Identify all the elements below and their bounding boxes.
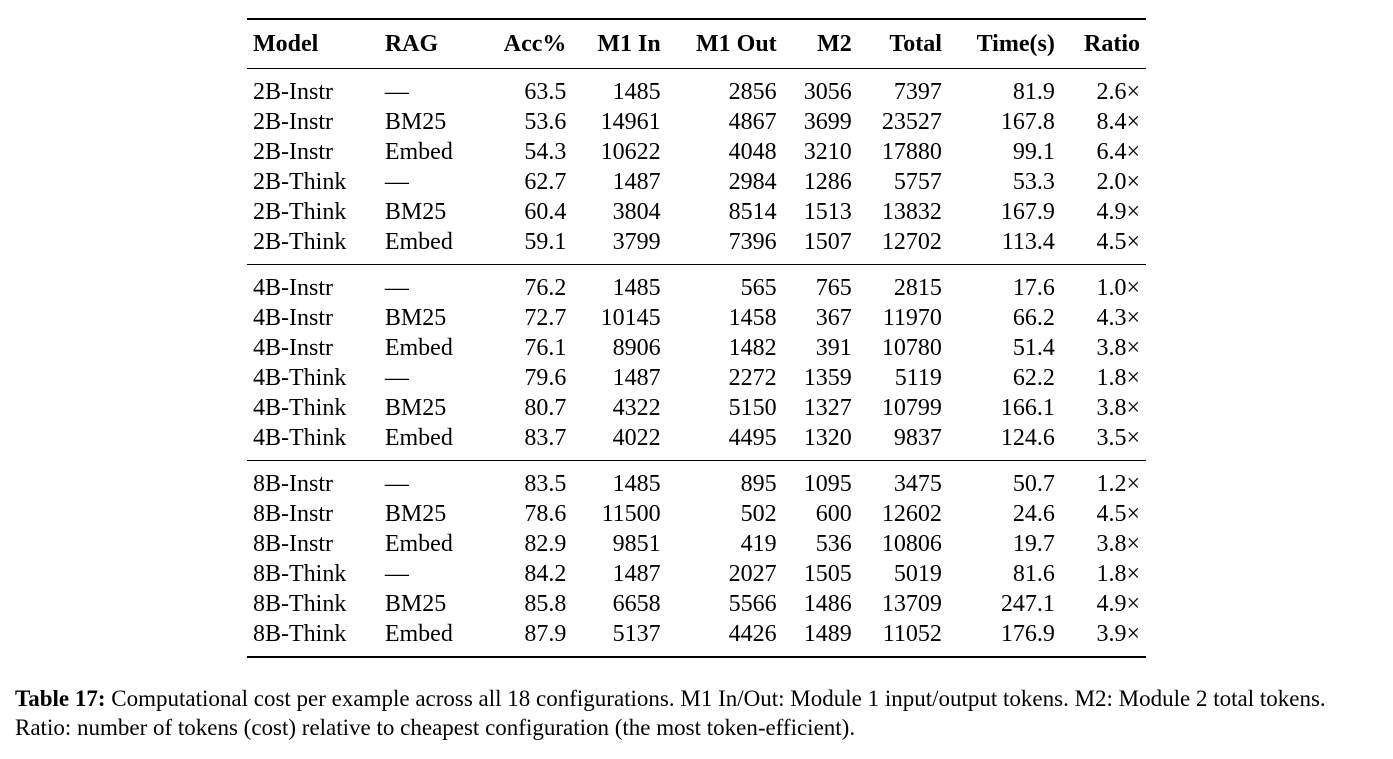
header-m1-out: M1 Out <box>696 30 777 57</box>
header-model: Model <box>253 30 319 57</box>
table-cell: — <box>384 79 409 105</box>
table-cell: 10806 <box>881 531 942 557</box>
table-cell: 2.0× <box>1096 169 1140 195</box>
table-cell: 3210 <box>803 139 852 165</box>
table-cell: BM25 <box>384 591 447 617</box>
header-m2: M2 <box>817 30 852 57</box>
table-cell: 2B-Think <box>253 229 347 255</box>
table-cell: — <box>384 275 409 301</box>
table-cell: 1359 <box>803 365 852 391</box>
table-cell: Embed <box>384 425 453 451</box>
table-cell: 1.2× <box>1096 471 1140 497</box>
table-cell: BM25 <box>384 501 447 527</box>
table-cell: BM25 <box>384 305 447 331</box>
table-cell: Embed <box>384 621 453 647</box>
table-cell: 3475 <box>893 471 942 497</box>
table-cell: 176.9 <box>1000 621 1055 647</box>
table-cell: 1487 <box>612 365 661 391</box>
table-cell: Embed <box>384 335 453 361</box>
table-cell: 1487 <box>612 561 661 587</box>
table-cell: — <box>384 365 409 391</box>
table-cell: 79.6 <box>524 365 567 391</box>
table-cell: Embed <box>384 139 453 165</box>
table-row <box>247 499 1146 529</box>
table-cell: Embed <box>384 229 453 255</box>
table-cell: 1485 <box>612 471 661 497</box>
table-cell: 4.5× <box>1096 229 1140 255</box>
table-cell: 1458 <box>728 305 777 331</box>
table-cell: — <box>384 471 409 497</box>
table-cell: 60.4 <box>524 199 567 225</box>
table-cell: 1505 <box>803 561 852 587</box>
table-cell: 83.5 <box>524 471 567 497</box>
table-cell: 4022 <box>612 425 661 451</box>
table-row <box>247 69 1146 108</box>
results-table-container <box>247 18 1146 658</box>
table-cell: 2984 <box>728 169 777 195</box>
table-cell: 11500 <box>601 501 661 527</box>
table-cell: 10145 <box>600 305 661 331</box>
table-cell: 1286 <box>803 169 852 195</box>
table-cell: 8B-Think <box>253 561 347 587</box>
table-cell: 3799 <box>612 229 661 255</box>
table-cell: 1485 <box>612 79 661 105</box>
table-cell: 17880 <box>881 139 942 165</box>
table-caption <box>15 684 1385 742</box>
header-m1-in: M1 In <box>597 30 661 57</box>
table-cell: 4B-Instr <box>253 275 333 301</box>
table-cell: 4.5× <box>1096 501 1140 527</box>
table-cell: 1487 <box>612 169 661 195</box>
table-cell: 3.8× <box>1096 531 1140 557</box>
table-cell: 7397 <box>893 79 942 105</box>
table-cell: 3.8× <box>1096 335 1140 361</box>
table-cell: BM25 <box>384 109 447 135</box>
table-cell: 4495 <box>728 425 777 451</box>
table-cell: 247.1 <box>1000 591 1055 617</box>
table-cell: 8B-Think <box>253 621 347 647</box>
table-cell: 3.9× <box>1096 621 1140 647</box>
table-cell: 1507 <box>803 229 852 255</box>
table-cell: 63.5 <box>524 79 567 105</box>
table-row <box>247 619 1146 657</box>
table-cell: 1327 <box>803 395 852 421</box>
table-cell: 54.3 <box>524 139 567 165</box>
table-cell: 53.6 <box>524 109 567 135</box>
table-cell: 367 <box>815 305 852 331</box>
table-row <box>247 265 1146 304</box>
table-cell: 5137 <box>612 621 661 647</box>
table-header-row <box>247 19 1146 69</box>
header-ratio: Ratio <box>1084 30 1140 57</box>
table-cell: 10622 <box>600 139 661 165</box>
table-cell: 4.3× <box>1096 305 1140 331</box>
table-cell: 167.9 <box>1000 199 1055 225</box>
table-cell: BM25 <box>384 199 447 225</box>
table-row <box>247 303 1146 333</box>
table-cell: 5566 <box>728 591 777 617</box>
table-cell: 17.6 <box>1012 275 1055 301</box>
table-row <box>247 529 1146 559</box>
table-cell: 2.6× <box>1096 79 1140 105</box>
table-cell: 9837 <box>893 425 942 451</box>
table-row <box>247 393 1146 423</box>
table-cell: 87.9 <box>524 621 567 647</box>
table-cell: 8514 <box>728 199 777 225</box>
table-cell: 1486 <box>803 591 852 617</box>
table-cell: 9851 <box>612 531 661 557</box>
table-cell: 2B-Think <box>253 199 347 225</box>
table-body <box>247 69 1146 658</box>
table-cell: 13832 <box>881 199 942 225</box>
table-row <box>247 197 1146 227</box>
table-cell: 99.1 <box>1012 139 1055 165</box>
table-cell: 1.0× <box>1096 275 1140 301</box>
table-cell: 62.2 <box>1012 365 1055 391</box>
table-cell: 8B-Instr <box>253 471 333 497</box>
table-cell: 124.6 <box>1000 425 1055 451</box>
table-cell: 81.6 <box>1012 561 1055 587</box>
table-cell: 5757 <box>893 169 942 195</box>
table-cell: 4B-Instr <box>253 335 333 361</box>
table-cell: 76.1 <box>524 335 567 361</box>
table-cell: 2B-Instr <box>253 79 333 105</box>
table-cell: 1485 <box>612 275 661 301</box>
table-cell: 3056 <box>803 79 852 105</box>
table-cell: Embed <box>384 531 453 557</box>
header-total: Total <box>889 30 942 57</box>
table-cell: 84.2 <box>524 561 567 587</box>
table-cell: 8.4× <box>1096 109 1140 135</box>
table-cell: 1.8× <box>1096 561 1140 587</box>
table-cell: 14961 <box>600 109 661 135</box>
table-cell: 3699 <box>803 109 852 135</box>
table-cell: 1095 <box>803 471 852 497</box>
table-cell: 62.7 <box>524 169 567 195</box>
table-cell: 3.8× <box>1096 395 1140 421</box>
table-cell: 12602 <box>881 501 942 527</box>
table-cell: 4B-Think <box>253 365 347 391</box>
table-cell: — <box>384 561 409 587</box>
table-cell: 4322 <box>612 395 661 421</box>
table-cell: 4B-Think <box>253 425 347 451</box>
table-cell: 4.9× <box>1096 591 1140 617</box>
table-row <box>247 137 1146 167</box>
table-cell: 19.7 <box>1012 531 1055 557</box>
table-row <box>247 227 1146 265</box>
header-acc: Acc% <box>503 30 567 57</box>
table-cell: 82.9 <box>524 531 567 557</box>
table-cell: 167.8 <box>1000 109 1055 135</box>
table-cell: 1482 <box>728 335 777 361</box>
table-cell: BM25 <box>384 395 447 421</box>
table-cell: 78.6 <box>524 501 567 527</box>
header-time: Time(s) <box>976 30 1055 57</box>
table-cell: 5119 <box>894 365 942 391</box>
table-cell: 7396 <box>728 229 777 255</box>
table-cell: 2027 <box>728 561 777 587</box>
table-cell: 83.7 <box>524 425 567 451</box>
table-row <box>247 559 1146 589</box>
table-cell: 11052 <box>882 621 942 647</box>
table-cell: 2272 <box>728 365 777 391</box>
table-cell: 76.2 <box>524 275 567 301</box>
table-cell: 1513 <box>803 199 852 225</box>
table-cell: 66.2 <box>1012 305 1055 331</box>
table-cell: 10780 <box>881 335 942 361</box>
table-cell: 166.1 <box>1000 395 1055 421</box>
table-cell: 391 <box>815 335 852 361</box>
table-cell: 600 <box>815 501 852 527</box>
table-cell: 5150 <box>728 395 777 421</box>
table-cell: 565 <box>740 275 777 301</box>
table-cell: 2815 <box>893 275 942 301</box>
table-cell: 51.4 <box>1012 335 1055 361</box>
table-row <box>247 423 1146 461</box>
table-cell: 4.9× <box>1096 199 1140 225</box>
table-row <box>247 363 1146 393</box>
table-cell: 72.7 <box>524 305 567 331</box>
table-row <box>247 461 1146 500</box>
table-cell: 2856 <box>728 79 777 105</box>
table-cell: 5019 <box>893 561 942 587</box>
table-cell: 113.4 <box>1001 229 1055 255</box>
table-row <box>247 333 1146 363</box>
table-cell: 1.8× <box>1096 365 1140 391</box>
table-cell: 4B-Think <box>253 395 347 421</box>
header-rag: RAG <box>384 30 439 57</box>
table-cell: 2B-Instr <box>253 139 333 165</box>
table-cell: 80.7 <box>524 395 567 421</box>
table-cell: 765 <box>815 275 852 301</box>
table-cell: 419 <box>740 531 777 557</box>
table-cell: 10799 <box>881 395 942 421</box>
table-cell: 4426 <box>728 621 777 647</box>
table-cell: 536 <box>815 531 852 557</box>
table-cell: 1489 <box>803 621 852 647</box>
table-cell: 12702 <box>881 229 942 255</box>
table-cell: 11970 <box>882 305 942 331</box>
table-cell: — <box>384 169 409 195</box>
table-row <box>247 589 1146 619</box>
table-cell: 6658 <box>612 591 661 617</box>
caption-label: Table 17: <box>15 686 106 711</box>
table-cell: 502 <box>740 501 777 527</box>
table-cell: 895 <box>740 471 777 497</box>
table-cell: 6.4× <box>1096 139 1140 165</box>
table-cell: 59.1 <box>524 229 567 255</box>
table-cell: 81.9 <box>1012 79 1055 105</box>
table-row <box>247 107 1146 137</box>
table-cell: 4867 <box>728 109 777 135</box>
table-cell: 2B-Instr <box>253 109 333 135</box>
table-cell: 8B-Think <box>253 591 347 617</box>
table-cell: 2B-Think <box>253 169 347 195</box>
table-cell: 24.6 <box>1012 501 1055 527</box>
computational-cost-table <box>247 18 1146 658</box>
table-cell: 23527 <box>881 109 942 135</box>
table-cell: 3.5× <box>1096 425 1140 451</box>
table-cell: 4048 <box>728 139 777 165</box>
table-cell: 3804 <box>612 199 661 225</box>
table-cell: 8B-Instr <box>253 501 333 527</box>
table-cell: 50.7 <box>1012 471 1055 497</box>
table-cell: 1320 <box>803 425 852 451</box>
table-cell: 8B-Instr <box>253 531 333 557</box>
table-row <box>247 167 1146 197</box>
table-cell: 85.8 <box>524 591 567 617</box>
caption-text: Computational cost per example across all 18 configurations. M1 In/Out: Module 1 input/output tokens. M2: Module 2 total tokens. Ratio: number of tokens (cost) relative to cheapest configuration (the most token-efficient). <box>15 686 1326 740</box>
table-cell: 13709 <box>881 591 942 617</box>
table-cell: 4B-Instr <box>253 305 333 331</box>
table-cell: 53.3 <box>1012 169 1055 195</box>
table-cell: 8906 <box>612 335 661 361</box>
